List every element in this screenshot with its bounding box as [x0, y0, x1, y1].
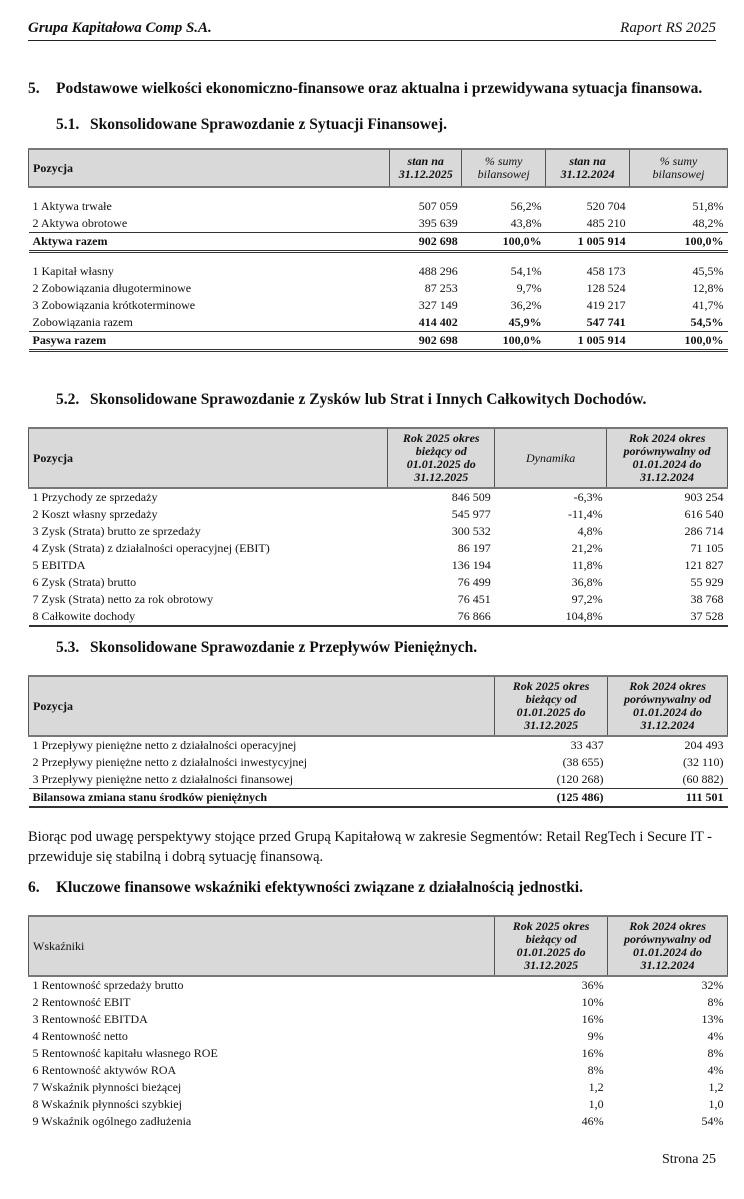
cell-value: (32 110) [682, 755, 724, 769]
table-row [29, 506, 728, 523]
cell-value: 204 493 [684, 738, 724, 752]
cell-value: 507 059 [418, 199, 458, 213]
cell-value: (60 882) [682, 772, 724, 786]
row-label: 2 Zobowiązania długoterminowe [32, 281, 192, 295]
cell-value: 4% [707, 1029, 724, 1043]
table-row [29, 488, 728, 506]
col-header: Rok 2025 okres bieżący od 01.01.2025 do 31.12.2025 [495, 916, 608, 976]
table-row [29, 1113, 728, 1130]
col-header: Wskaźniki [29, 916, 495, 976]
table-row [29, 574, 728, 591]
table-row [29, 263, 728, 280]
row-label: Aktywa razem [29, 233, 390, 252]
cell-value: 8% [587, 1063, 604, 1077]
cell-value: 136 194 [451, 558, 491, 572]
row-label: 1 Kapitał własny [32, 264, 114, 278]
table-row [29, 608, 728, 626]
table-row [29, 540, 728, 557]
cell-value: 128 524 [586, 281, 626, 295]
table-row [29, 280, 728, 297]
company-name: Grupa Kapitałowa Comp S.A. [28, 20, 212, 36]
cell-value: 286 714 [684, 524, 724, 538]
row-label: 7 Zysk (Strata) netto za rok obrotowy [32, 592, 214, 606]
col-header: Rok 2024 okres porównywalny od 01.01.2024 do 31.12.2024 [608, 676, 728, 736]
section-title: Skonsolidowane Sprawozdanie z Sytuacji Finansowej. [90, 116, 447, 133]
cell-value: 4,8% [577, 524, 603, 538]
cell-value: 48,2% [692, 216, 724, 230]
col-header: Pozycja [29, 149, 390, 187]
cell-value: 903 254 [684, 490, 724, 504]
row-label: 3 Przepływy pieniężne netto z działalności finansowej [32, 772, 294, 786]
cell-value: 8% [707, 1046, 724, 1060]
cell-value: 9% [587, 1029, 604, 1043]
table-row [29, 187, 728, 198]
row-label: 5 EBITDA [32, 558, 86, 572]
row-label: Bilansowa zmiana stanu środków pieniężnych [29, 789, 495, 808]
cell-value: 9,7% [516, 281, 542, 295]
col-header: % sumy bilansowej [462, 149, 546, 187]
page-header [28, 20, 716, 41]
cell-value: 16% [581, 1046, 604, 1060]
cell-value: 54,5% [690, 315, 724, 329]
cell-value: 8% [707, 995, 724, 1009]
row-label: 7 Wskaźnik płynności bieżącej [32, 1080, 182, 1094]
row-label: 5 Rentowność kapitału własnego ROE [32, 1046, 218, 1060]
cell-value: 55 929 [690, 575, 724, 589]
cell-value: 100,0% [630, 233, 728, 252]
spacer [29, 187, 728, 198]
cell-value: 485 210 [586, 216, 626, 230]
cell-value: 419 217 [586, 298, 626, 312]
row-label: 2 Koszt własny sprzedaży [32, 507, 158, 521]
col-header: Dynamika [495, 428, 607, 488]
section-number: 5.2. [56, 391, 80, 408]
row-label: 1 Przychody ze sprzedaży [32, 490, 158, 504]
cell-value: 54% [701, 1114, 724, 1128]
table-row [29, 252, 728, 264]
table-row [29, 1045, 728, 1062]
cell-value: 300 532 [451, 524, 491, 538]
cell-value: 100,0% [462, 233, 546, 252]
cell-value: 488 296 [418, 264, 458, 278]
col-header: stan na 31.12.2024 [546, 149, 630, 187]
col-header: % sumy bilansowej [630, 149, 728, 187]
cell-value: -11,4% [568, 507, 603, 521]
cell-value: (38 655) [562, 755, 604, 769]
cell-value: 76 451 [457, 592, 491, 606]
cell-value: 545 977 [451, 507, 491, 521]
table-row [29, 1028, 728, 1045]
row-label: 8 Całkowite dochody [29, 608, 388, 626]
cell-value: 902 698 [390, 233, 462, 252]
cell-value: 100,0% [462, 332, 546, 351]
cell-value: 10% [581, 995, 604, 1009]
cell-value: 395 639 [418, 216, 458, 230]
cell-value: 45,5% [692, 264, 724, 278]
section-title: Kluczowe finansowe wskaźniki efektywności związane z działalnością jednostki. [56, 879, 583, 896]
row-label: 4 Rentowność netto [32, 1029, 128, 1043]
cell-value: 1,0 [588, 1097, 604, 1111]
cell-value: 12,8% [692, 281, 724, 295]
cell-value: 36% [581, 978, 604, 992]
cell-value: 32% [701, 978, 724, 992]
table-row [29, 1079, 728, 1096]
cell-value: 76 499 [457, 575, 491, 589]
table-row [29, 736, 728, 754]
page-number: Strona 25 [661, 1152, 716, 1167]
cell-value: 46% [581, 1114, 604, 1128]
section-title: Skonsolidowane Sprawozdanie z Zysków lub Strat i Innych Całkowitych Dochodów. [90, 391, 647, 408]
cell-value: 45,9% [508, 315, 542, 329]
cell-value: 36,2% [510, 298, 542, 312]
row-label: Pasywa razem [29, 332, 390, 351]
cash-flow-table [28, 675, 728, 808]
cell-value: 51,8% [692, 199, 724, 213]
section-53-heading [56, 639, 477, 657]
row-label: 4 Zysk (Strata) z działalności operacyjnej (EBIT) [32, 541, 270, 555]
section-title: Podstawowe wielkości ekonomiczno-finansowe oraz aktualna i przewidywana sytuacja finansowa. [56, 80, 703, 97]
cell-value: 13% [701, 1012, 724, 1026]
table-row [29, 233, 728, 252]
table-row [29, 1096, 728, 1113]
cell-value: 327 149 [418, 298, 458, 312]
financial-position-table [28, 148, 728, 352]
cell-value: 21,2% [571, 541, 603, 555]
cell-value: 97,2% [571, 592, 603, 606]
table-row [29, 1011, 728, 1028]
section-number: 5.1. [56, 116, 80, 133]
cell-value: 1,2 [708, 1080, 724, 1094]
table-row [29, 994, 728, 1011]
col-header: Rok 2025 okres bieżący od 01.01.2025 do 31.12.2025 [388, 428, 495, 488]
cell-value: 37 528 [607, 608, 728, 626]
cell-value: 54,1% [510, 264, 542, 278]
section-number: 6. [28, 879, 40, 896]
row-label: 2 Aktywa obrotowe [32, 216, 128, 230]
row-label: 1 Aktywa trwałe [32, 199, 112, 213]
table-row [29, 314, 728, 332]
row-label: 6 Rentowność aktywów ROA [32, 1063, 177, 1077]
cell-value: 616 540 [684, 507, 724, 521]
spacer [29, 252, 728, 264]
table-row [29, 976, 728, 994]
cell-value: 1 005 914 [546, 233, 630, 252]
col-header: Pozycja [29, 676, 495, 736]
table-row [29, 1062, 728, 1079]
cell-value: 1 005 914 [546, 332, 630, 351]
cell-value: 36,8% [571, 575, 603, 589]
cell-value: 87 253 [424, 281, 458, 295]
cell-value: 458 173 [586, 264, 626, 278]
row-label: 1 Rentowność sprzedaży brutto [32, 978, 184, 992]
row-label: 1 Przepływy pieniężne netto z działalności operacyjnej [32, 738, 297, 752]
cell-value: 902 698 [390, 332, 462, 351]
cell-value: 121 827 [684, 558, 724, 572]
row-label: 2 Rentowność EBIT [32, 995, 131, 1009]
cell-value: (125 486) [495, 789, 608, 808]
section-title: Skonsolidowane Sprawozdanie z Przepływów Pieniężnych. [90, 639, 478, 656]
col-header: stan na 31.12.2025 [390, 149, 462, 187]
table-row [29, 754, 728, 771]
cell-value: 16% [581, 1012, 604, 1026]
cell-value: 846 509 [451, 490, 491, 504]
row-label: 9 Wskaźnik ogólnego zadłużenia [32, 1114, 192, 1128]
cell-value: 4% [707, 1063, 724, 1077]
section-number: 5.3. [56, 639, 80, 656]
table-row [29, 332, 728, 351]
cell-value: 414 402 [418, 315, 458, 329]
cell-value: 43,8% [510, 216, 542, 230]
cell-value: 1,0 [708, 1097, 724, 1111]
table-row [29, 215, 728, 233]
row-label: Zobowiązania razem [32, 315, 133, 329]
cell-value: 104,8% [495, 608, 607, 626]
cell-value: 11,8% [572, 558, 603, 572]
section-6-heading [28, 879, 583, 897]
cell-value: 547 741 [586, 315, 626, 329]
cell-value: 1,2 [588, 1080, 604, 1094]
col-header: Rok 2024 okres porównywalny od 01.01.2024 do 31.12.2024 [607, 428, 728, 488]
report-name: Raport RS 2025 [620, 20, 716, 36]
cell-value: 33 437 [570, 738, 604, 752]
table-row [29, 523, 728, 540]
table-row [29, 771, 728, 789]
table-row [29, 789, 728, 808]
cell-value: 56,2% [510, 199, 542, 213]
section-51-heading [56, 116, 447, 134]
kpi-table [28, 915, 728, 1130]
cell-value: 76 866 [388, 608, 495, 626]
row-label: 6 Zysk (Strata) brutto [32, 575, 137, 589]
col-header: Rok 2024 okres porównywalny od 01.01.2024 do 31.12.2024 [608, 916, 728, 976]
row-label: 2 Przepływy pieniężne netto z działalności inwestycyjnej [32, 755, 308, 769]
cell-value: 86 197 [457, 541, 491, 555]
cell-value: 38 768 [690, 592, 724, 606]
cell-value: (120 268) [556, 772, 604, 786]
table-row [29, 557, 728, 574]
cell-value: -6,3% [573, 490, 603, 504]
cell-value: 520 704 [586, 199, 626, 213]
row-label: 3 Zobowiązania krótkoterminowe [32, 298, 196, 312]
table-row [29, 198, 728, 215]
cell-value: 41,7% [692, 298, 724, 312]
section-number: 5. [28, 80, 40, 97]
col-header: Rok 2025 okres bieżący od 01.01.2025 do 31.12.2025 [495, 676, 608, 736]
cell-value: 100,0% [630, 332, 728, 351]
table-row [29, 591, 728, 608]
cell-value: 111 501 [608, 789, 728, 808]
row-label: 3 Rentowność EBITDA [32, 1012, 148, 1026]
table-row [29, 297, 728, 314]
outlook-paragraph: Biorąc pod uwagę perspektywy stojące przed Grupą Kapitałową w zakresie Segmentów: Retail RegTech i Secure IT - przewiduje się stabilną i dobrą sytuację finansową. [28, 829, 713, 865]
income-statement-table [28, 427, 728, 627]
cell-value: 71 105 [690, 541, 724, 555]
row-label: 8 Wskaźnik płynności szybkiej [32, 1097, 182, 1111]
section-52-heading [56, 391, 646, 409]
section-5-heading [28, 80, 702, 98]
row-label: 3 Zysk (Strata) brutto ze sprzedaży [32, 524, 201, 538]
col-header: Pozycja [29, 428, 388, 488]
